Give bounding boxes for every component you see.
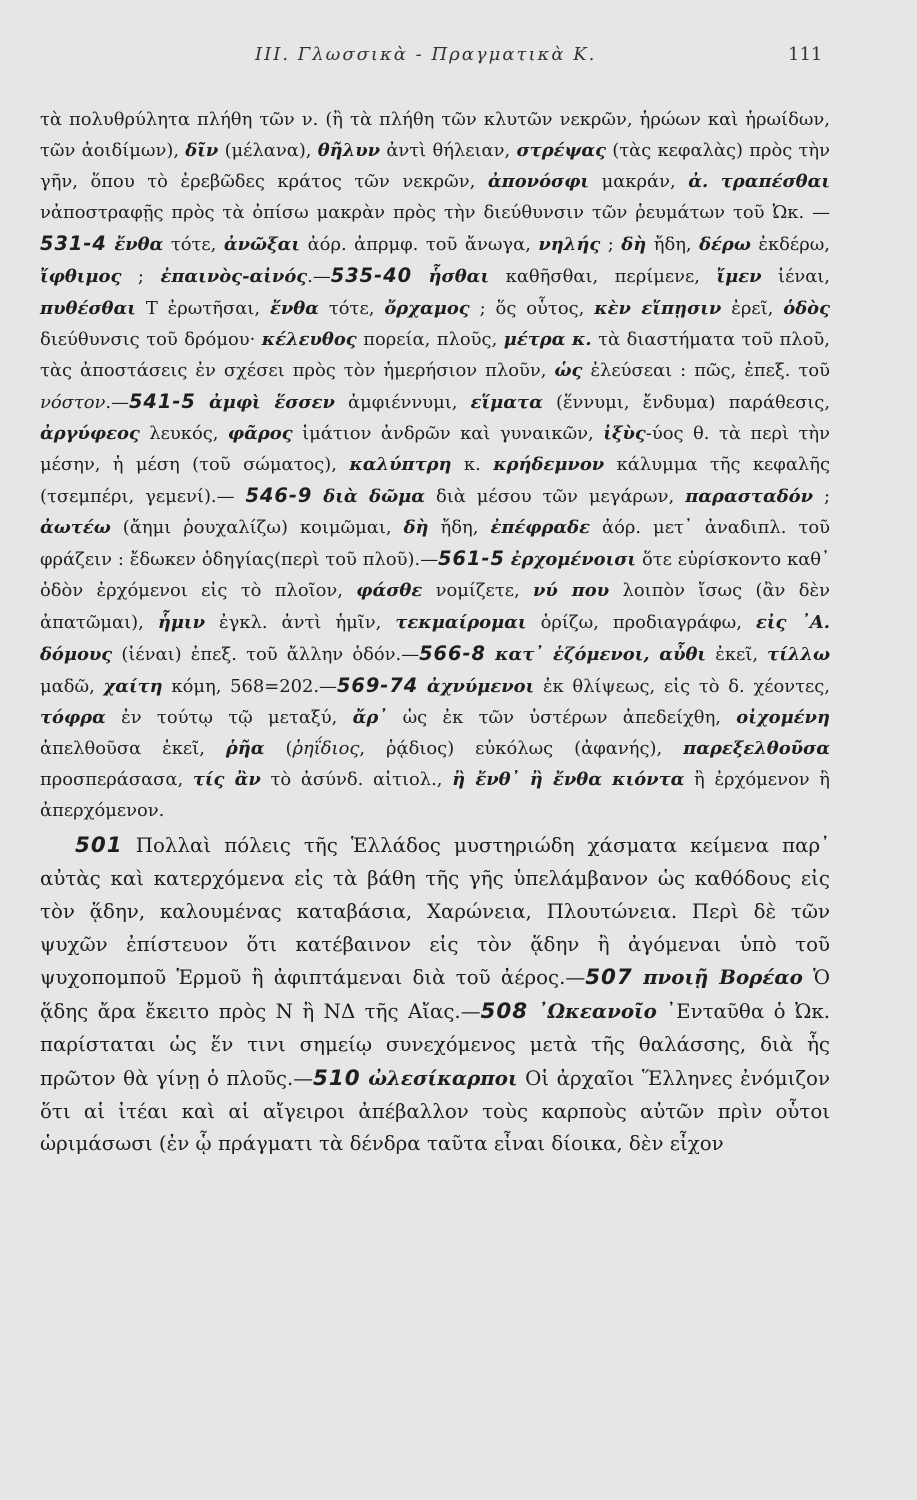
italic-text: νόστον — [40, 391, 106, 413]
text-run: Τ ἐρωτῆσαι, — [135, 297, 270, 319]
headword: κὲν εἴπῃσιν — [594, 297, 722, 319]
line-reference: 510 — [313, 1065, 361, 1091]
text-run: Οἱ ἀρχαῖοι Ἕλληνες ἐνόμιζον ὅτι αἱ ἰτέαι καὶ αἱ αἴγειροι ἀπέβαλλον τοὺς καρποὺς αὐτῶν πρὶν οὗτοι ὡριμάσωσι (ἐν ᾧ πράγματι τὰ δένδρα ταῦτα εἶναι δίοικα, δὲν εἶχον — [40, 1066, 830, 1156]
headword: τίς ἂν — [192, 768, 261, 790]
text-run: ἢ ἐρχόμενον ἢ ἀπερχόμενον. — [40, 768, 830, 822]
text-run: ; ὅς οὗτος, — [469, 297, 595, 319]
text-run — [486, 644, 495, 665]
text-run: ὅτε εὑρίσκοντο καθ᾽ ὁδὸν ἐρχόμενοι εἰς τὸ πλοῖον, — [40, 549, 830, 602]
headword: φᾶρος — [227, 422, 293, 444]
line-reference: 535-40 — [330, 264, 413, 288]
text-run: -ύος θ. τὰ περὶ τὴν μέσην, ἡ μέση (τοῦ σώματος), — [40, 422, 830, 476]
text-run — [633, 966, 643, 989]
headword: ἴφθιμος — [40, 266, 122, 288]
headword: διὰ δῶμα — [323, 486, 425, 508]
headword: πυθέσθαι — [40, 297, 136, 319]
text-run: ; — [600, 234, 622, 256]
headword: ἔνθα — [114, 234, 164, 256]
headword: δὴ — [403, 517, 429, 539]
running-title: III. Γλωσσικὰ - Πραγματικὰ Κ. — [255, 44, 597, 65]
headword: εἵματα — [470, 391, 543, 413]
headword: δὴ — [621, 234, 647, 256]
text-run: .— — [307, 266, 331, 288]
text-run: (τὰς κεφαλὰς) πρὸς τὴν γῆν, ὅπου τὸ ἐρεβῶδες κράτος τῶν νεκρῶν, — [40, 140, 831, 193]
headword: ἐπέφραδε — [490, 517, 590, 539]
headword: θῆλυν — [317, 140, 381, 162]
line-reference: 541-5 — [128, 389, 196, 413]
commentary-section — [40, 104, 830, 826]
headword: κρήδεμνον — [493, 454, 605, 476]
text-run — [418, 676, 427, 697]
headword: νύ που — [533, 580, 610, 602]
headword: ἔνθα — [269, 297, 319, 319]
text-run: ἤδη, — [428, 517, 491, 539]
headword: ῥῆα — [225, 737, 265, 759]
headword: ἀπονόσφι — [487, 171, 590, 193]
headword: ἐρχομένοισι — [510, 549, 637, 571]
headword: τεκμαίρομαι — [395, 611, 527, 633]
text-run: ἀόρ. μετ᾽ ἀναδιπλ. τοῦ φράζειν : ἔδωκεν ὁδηγίας(περὶ τοῦ πλοῦ).— — [40, 517, 830, 571]
headword: ὠλεσίκαρποι — [368, 1065, 518, 1090]
line-reference: 569-74 — [336, 673, 419, 697]
headword: ὁδὸς — [783, 297, 830, 319]
headword: κατ᾽ ἑζόμενοι, αὖθι — [495, 643, 707, 665]
text-run: λοιπὸν ἴσως (ἂν δὲν ἀπατῶμαι), — [40, 580, 830, 633]
text-run: μαδῶ, — [40, 675, 104, 697]
text-run: τότε, — [163, 234, 224, 256]
text-run: ; — [121, 266, 161, 288]
text-run: τότε, — [318, 297, 385, 319]
line-reference: 561-5 — [438, 547, 505, 571]
headword: δέρω — [699, 234, 751, 256]
text-run: τὸ ἀσύνδ. αἰτιολ., — [260, 768, 453, 790]
headword: ἀωτέω — [40, 517, 111, 539]
text-run — [708, 171, 721, 192]
text-run: ; — [813, 486, 830, 508]
headword: ἧμιν — [157, 611, 206, 633]
text-run: (ἄημι ῥουχαλίζω) κοιμῶμαι, — [110, 517, 404, 539]
text-run: ἐρεῖ, — [721, 297, 784, 319]
headword: ὡς — [554, 359, 583, 381]
headword: παρεξελθοῦσα — [683, 737, 830, 759]
text-run: ( — [264, 737, 293, 759]
text-run: (ἰέναι) ἐπεξ. τοῦ ἄλλην ὁδόν.— — [112, 643, 420, 665]
text-run: ἐκ θλίψεως, εἰς τὸ δ. χέοντες, — [534, 675, 830, 697]
headword: χαίτη — [103, 675, 163, 697]
headword: δῖν — [185, 140, 219, 162]
text-run: ἀπελθοῦσα ἐκεῖ, — [40, 737, 226, 759]
text-run: κάλυμμα τῆς κεφαλῆς (τσεμπέρι, γεμενί).— — [40, 454, 830, 508]
headword: ἀνῶξαι — [223, 234, 301, 256]
headword: φάσθε — [356, 580, 423, 602]
text-run: πορεία, πλοῦς, — [356, 328, 504, 350]
headword: ὄρχαμος — [384, 297, 470, 319]
text-run — [312, 486, 323, 507]
line-reference: 508 — [480, 999, 529, 1025]
headword: ἢ ἔνθ᾽ ἢ ἔνθα κιόντα — [452, 768, 685, 790]
headword: κέλευθος — [261, 328, 357, 350]
text-run: , ῥᾴδιος) εὐκόλως (ἀφανής), — [359, 737, 684, 759]
headword: νηλής — [538, 234, 601, 256]
text-run: καθῆσθαι, περίμενε, — [489, 266, 717, 288]
headword: ἐπαινὸς-αἰνός — [160, 266, 308, 288]
text-run: λευκός, — [139, 422, 228, 444]
text-run — [412, 266, 429, 287]
text-run: ἐν τούτῳ τῷ μεταξύ, — [105, 706, 353, 728]
page-body — [40, 104, 830, 1161]
italic-text: ῥηΐδιος — [292, 737, 360, 759]
headword: τίλλω — [767, 643, 830, 665]
text-run: μακράν, — [589, 171, 689, 193]
text-run: ἐλεύσεαι : πῶς, ἐπεξ. τοῦ — [582, 359, 831, 381]
text-run: ἀντὶ θήλειαν, — [380, 140, 517, 162]
line-reference: 501 — [75, 833, 123, 859]
headword: ἰξὺς — [603, 422, 646, 444]
text-run: διεύθυνσις τοῦ δρόμου· — [40, 328, 262, 350]
headword: ἀ. — [688, 171, 709, 193]
text-run: ἐγκλ. ἀντὶ ἡμῖν, — [205, 611, 396, 633]
text-run: Ὁ ᾅδης ἄρα ἔκειτο πρὸς Ν ἢ ΝΔ τῆς Αἴας.— — [40, 966, 831, 1024]
headword: μέτρα — [503, 328, 566, 350]
text-run: προσπεράσασα, — [40, 768, 193, 790]
headword: καλύπτρη — [349, 454, 452, 476]
headword: τόφρα — [40, 706, 106, 728]
text-run — [196, 392, 209, 413]
text-run: ἀμφιέννυμι, — [334, 391, 471, 413]
text-run: ὁρίζω, προδιαγράφω, — [526, 611, 756, 633]
text-run: τὰ πολυθρύλητα πλήθη τῶν ν. (ἢ τὰ πλήθη τῶν κλυτῶν νεκρῶν, ἡρώων καὶ ἡρωίδων, τῶν ἀοιδίμων), — [40, 109, 830, 162]
text-run — [528, 1000, 537, 1023]
headword: τραπέσθαι — [720, 171, 830, 193]
page-number: 111 — [788, 44, 823, 65]
headword: ᾽Ωκεανοῖο — [537, 999, 657, 1024]
headword: πνοιῇ Βορέαο — [643, 965, 803, 990]
headword: οἰχομένη — [736, 706, 830, 728]
text-run: διὰ μέσου τῶν μεγάρων, — [425, 486, 686, 508]
text-run: (μέλανα), — [218, 140, 318, 162]
text-run: τὰ διαστήματα τοῦ πλοῦ, τὰς ἀποστάσεις ἐν σχέσει πρὸς τὸν ἡμερήσιον πλοῦν, — [40, 328, 830, 381]
headword: εἰς ᾽Α. δόμους — [40, 611, 830, 665]
text-run: ἐκεῖ, — [706, 643, 768, 665]
headword: ἴμεν — [716, 266, 762, 288]
note-paragraph — [40, 830, 830, 1161]
text-run: νομίζετε, — [422, 580, 534, 602]
line-reference: 566-8 — [419, 641, 486, 665]
headword: στρέψας — [516, 140, 606, 162]
commentary-paragraph — [40, 104, 830, 826]
text-run: κ. — [451, 454, 494, 476]
text-run: ὡς ἐκ τῶν ὑστέρων ἀπεδείχθη, — [387, 706, 737, 728]
text-run: ἱμάτιον ἀνδρῶν καὶ γυναικῶν, — [292, 422, 604, 444]
text-run: Πολλαὶ πόλεις τῆς Ἑλλάδος μυστηριώδη χάσματα κείμενα παρ᾽ αὐτὰς καὶ κατερχόμενα εἰς τὰ βάθη τῆς γῆς ὑπελάμβανον ὡς καθόδους εἰς τὸν ᾅδην, καλουμένας καταβάσια, Χαρώνεια, Πλουτώνεια. Περὶ δὲ τῶν ψυχῶν ἐπίστευον ὅτι κατέβαινον εἰς τὸν ᾅδην ἢ ἀγόμεναι ὑπὸ τοῦ ψυχοπομποῦ Ἑρμοῦ ἢ ἀφιπτάμεναι διὰ τοῦ ἀέρος.— — [40, 834, 830, 990]
notes-section — [40, 830, 830, 1161]
headword: παρασταδόν — [685, 486, 813, 508]
text-run: .— — [105, 391, 129, 413]
text-run: νἀποστραφῇς πρὸς τὰ ὀπίσω μακρὰν πρὸς τὴν διεύθυνσιν τῶν ῥευμάτων τοῦ Ὠκ. — — [40, 202, 830, 224]
text-run: ἰέναι, — [761, 266, 830, 288]
headword: ἀργύφεος — [40, 422, 140, 444]
headword: ἄρ᾽ — [352, 706, 388, 728]
line-reference: 507 — [585, 965, 633, 991]
page-header — [0, 42, 917, 76]
text-run: ἐκδέρω, — [750, 234, 830, 256]
text-run: (ἕννυμι, ἔνδυμα) παράθεσις, — [542, 391, 831, 413]
headword: ἧσθαι — [428, 266, 490, 288]
text-run: ᾽Ενταῦθα ὁ Ὠκ. παρίσταται ὡς ἕν τινι σημείῳ συνεχόμενος μετὰ τῆς θαλάσσης, διὰ ἧς πρῶτον θὰ γίνῃ ὁ πλοῦς.— — [40, 1000, 830, 1090]
line-reference: 531-4 — [40, 232, 107, 256]
text-run: ἀόρ. ἀπρμφ. τοῦ ἄνωγα, — [300, 234, 539, 256]
line-reference: 546-9 — [245, 484, 313, 508]
text-run: ἤδη, — [646, 234, 700, 256]
text-run: κόμη, 568=202.— — [162, 675, 337, 697]
headword: ἀχνύμενοι — [426, 675, 535, 697]
headword: ἀμφὶ ἕσσεν — [208, 391, 335, 413]
headword: κ. — [571, 328, 592, 350]
